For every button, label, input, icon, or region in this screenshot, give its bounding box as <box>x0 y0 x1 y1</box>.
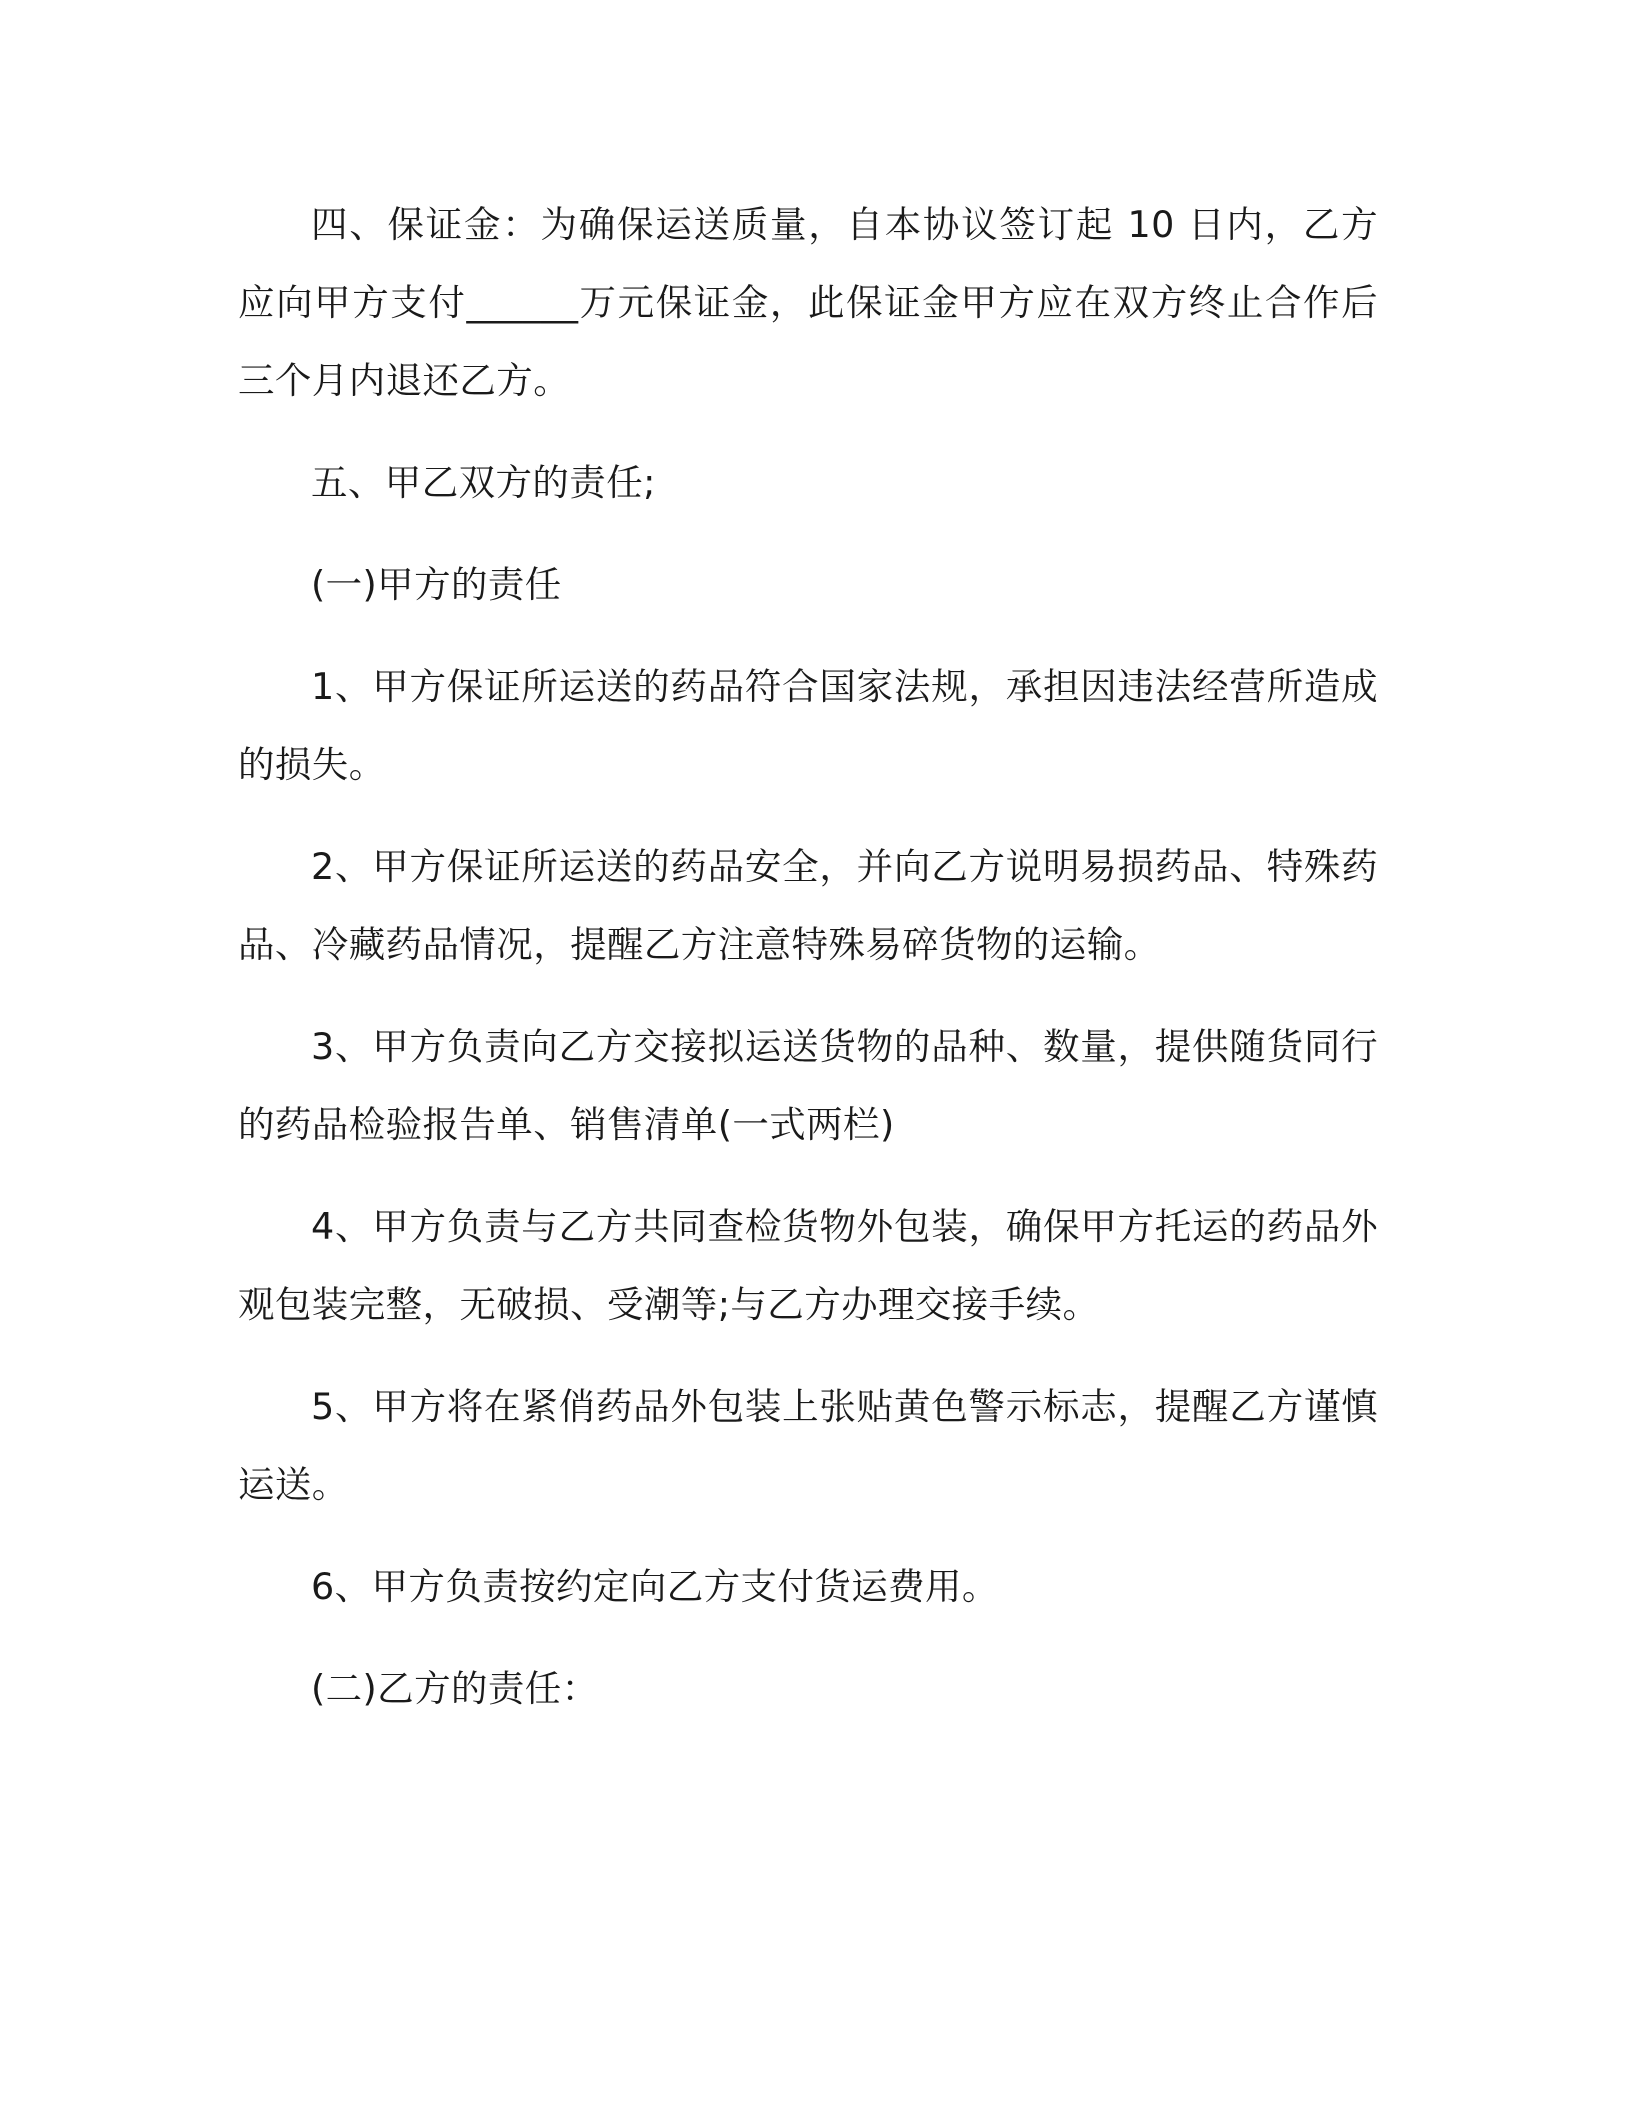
heading-party-b-responsibilities: (二)乙方的责任： <box>311 1667 599 1710</box>
paragraph-item-6: 6、甲方负责按约定向乙方支付货运费用。 <box>311 1565 999 1608</box>
paragraph-item-2: 2、甲方保证所运送的药品安全，并向乙方说明易损药品、特殊药品、冷藏药品情况，提醒乙方注意特殊易碎货物的运输。 <box>238 845 1378 966</box>
paragraph-deposit: 四、保证金：为确保运送质量，自本协议签订起 10 日内，乙方应向甲方支付______万元保证金，此保证金甲方应在双方终止合作后三个月内退还乙方。 <box>238 203 1378 402</box>
paragraph-item-3: 3、甲方负责向乙方交接拟运送货物的品种、数量，提供随货同行的药品检验报告单、销售清单(一式两栏) <box>238 1025 1378 1146</box>
paragraph-item-4: 4、甲方负责与乙方共同查检货物外包装，确保甲方托运的药品外观包装完整，无破损、受潮等;与乙方办理交接手续。 <box>238 1205 1378 1326</box>
paragraph-item-5: 5、甲方将在紧俏药品外包装上张贴黄色警示标志，提醒乙方谨慎运送。 <box>238 1385 1378 1506</box>
document-body <box>238 186 1378 1752</box>
heading-responsibilities: 五、甲乙双方的责任; <box>311 461 656 504</box>
paragraph-item-1: 1、甲方保证所运送的药品符合国家法规，承担因违法经营所造成的损失。 <box>238 665 1378 786</box>
heading-party-a-responsibilities: (一)甲方的责任 <box>311 563 562 606</box>
